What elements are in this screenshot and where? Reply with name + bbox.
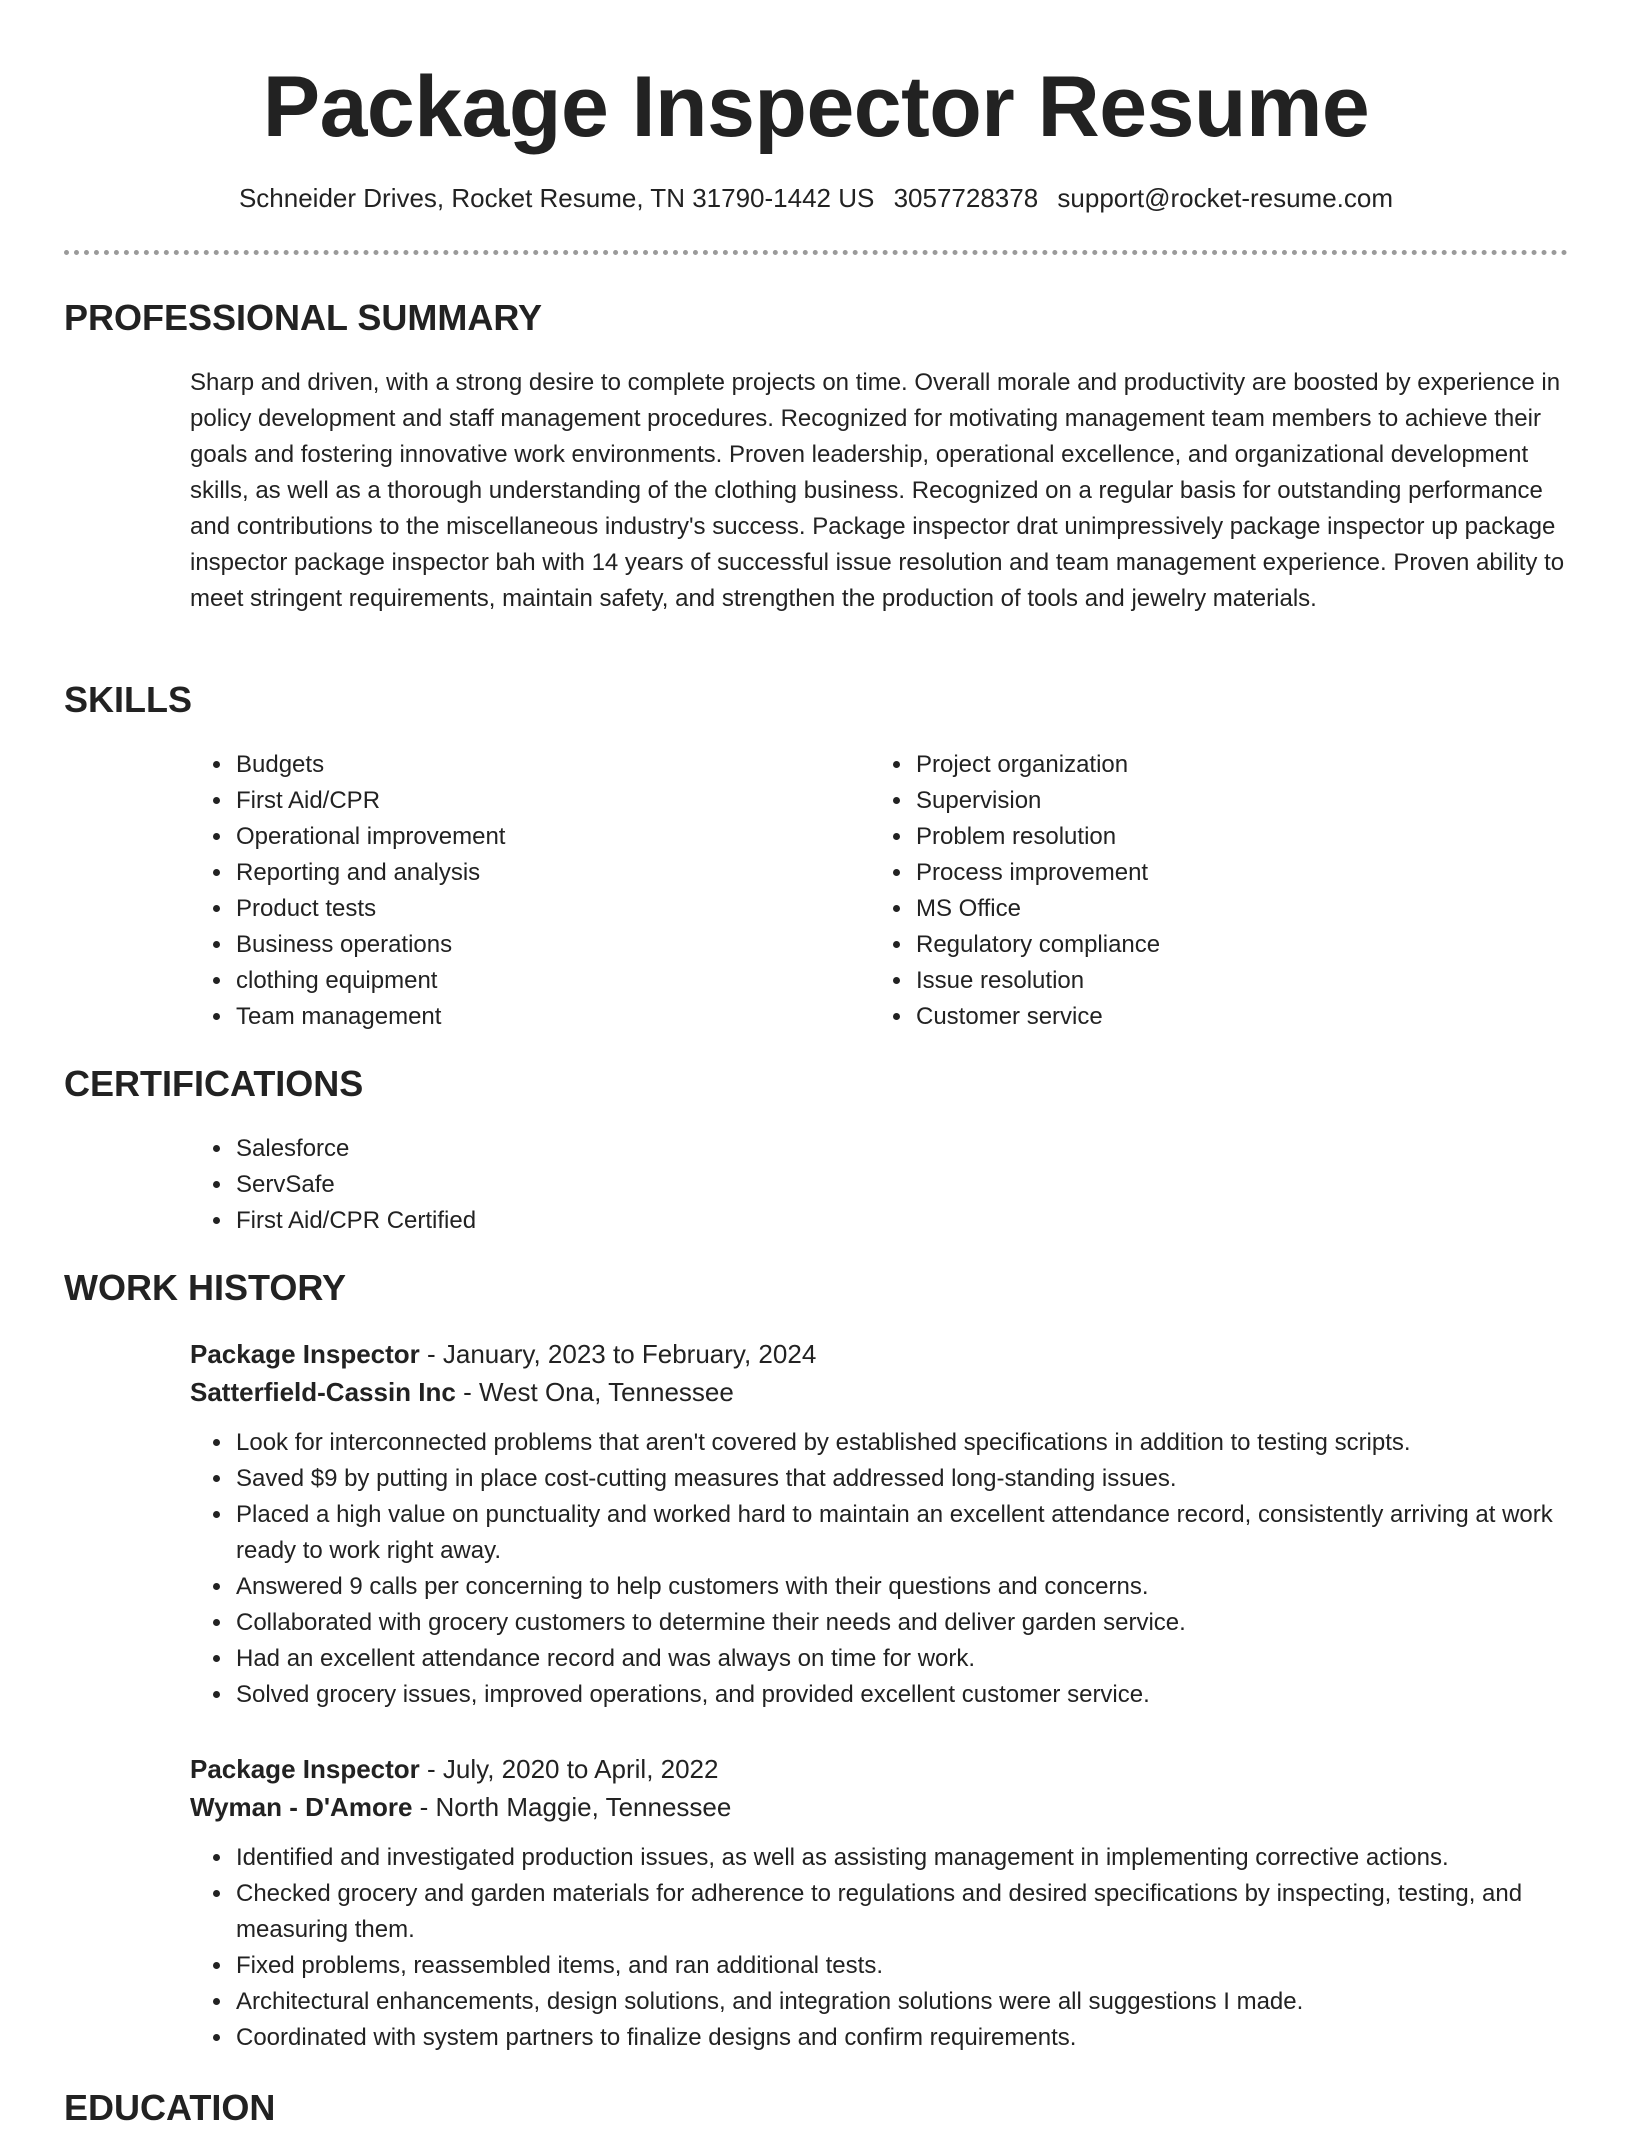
job-duty: • Architectural enhancements, design solutions, and integration solutions were all suggestions I made.: [234, 1984, 1580, 2020]
skill-item: • Issue resolution: [914, 963, 1510, 999]
job-duty: • Identified and investigated production issues, as well as assisting management in implementing corrective actions.: [234, 1840, 1580, 1876]
job-location: West Ona, Tennessee: [478, 1377, 734, 1407]
contact-email: support@rocket-resume.com: [1057, 183, 1394, 213]
job-duty: • Saved $9 by putting in place cost-cutting measures that addressed long-standing issues.: [234, 1461, 1580, 1497]
skill-item: • Business operations: [234, 927, 830, 963]
skill-item: • Team management: [234, 999, 830, 1035]
contact-line: [0, 180, 1632, 216]
job-entry: [190, 1750, 1580, 2056]
job-duty: • Placed a high value on punctuality and worked hard to maintain an excellent attendance record, consistently arriving at work ready to work right away.: [234, 1497, 1580, 1569]
job-duty: • Fixed problems, reassembled items, and ran additional tests.: [234, 1948, 1580, 1984]
job-duty: • Coordinated with system partners to finalize designs and confirm requirements.: [234, 2020, 1580, 2056]
job-duty: • Look for interconnected problems that aren't covered by established specifications in addition to testing scripts.: [234, 1425, 1580, 1461]
job-duty: • Answered 9 calls per concerning to help customers with their questions and concerns.: [234, 1569, 1580, 1605]
skill-item: • Regulatory compliance: [914, 927, 1510, 963]
job-company-line: [190, 1788, 1580, 1826]
job-duties-list: [190, 1425, 1580, 1713]
job-role: Package Inspector: [190, 1339, 420, 1369]
certifications-list: [190, 1131, 890, 1239]
resume-title: Package Inspector Resume: [262, 59, 1370, 155]
skills-left-column: [190, 747, 830, 1035]
job-separator: -: [419, 1339, 443, 1369]
job-duties-list: [190, 1840, 1580, 2056]
skills-heading: SKILLS: [64, 679, 193, 720]
skills-right-list: [870, 747, 1510, 1035]
job-company-line: [190, 1373, 1580, 1411]
job-duty: • Had an excellent attendance record and was always on time for work.: [234, 1641, 1580, 1677]
job-company: Wyman - D'Amore: [190, 1792, 413, 1822]
job-separator: -: [455, 1377, 479, 1407]
skill-item: • MS Office: [914, 891, 1510, 927]
contact-address: Schneider Drives, Rocket Resume, TN 31790-1442 US: [238, 183, 875, 213]
skill-item: • clothing equipment: [234, 963, 830, 999]
skill-item: • Operational improvement: [234, 819, 830, 855]
job-company: Satterfield-Cassin Inc: [190, 1377, 456, 1407]
work-history-heading: WORK HISTORY: [64, 1267, 347, 1308]
skill-item: • Product tests: [234, 891, 830, 927]
summary-heading: PROFESSIONAL SUMMARY: [64, 297, 543, 338]
certification-item: • Salesforce: [234, 1131, 890, 1167]
skill-item: • First Aid/CPR: [234, 783, 830, 819]
certification-item: • First Aid/CPR Certified: [234, 1203, 890, 1239]
job-role: Package Inspector: [190, 1754, 420, 1784]
skill-item: • Customer service: [914, 999, 1510, 1035]
job-location: North Maggie, Tennessee: [435, 1792, 732, 1822]
header-divider: [64, 250, 1568, 255]
job-title-line: [190, 1750, 1580, 1788]
skill-item: • Process improvement: [914, 855, 1510, 891]
skill-item: • Reporting and analysis: [234, 855, 830, 891]
skill-item: • Budgets: [234, 747, 830, 783]
skills-right-column: [870, 747, 1510, 1035]
skill-item: • Supervision: [914, 783, 1510, 819]
education-heading: EDUCATION: [64, 2087, 276, 2128]
job-duty: • Checked grocery and garden materials for adherence to regulations and desired specifications by inspecting, testing, and measuring them.: [234, 1876, 1580, 1948]
job-dates: July, 2020 to April, 2022: [442, 1754, 719, 1784]
skills-left-list: [190, 747, 830, 1035]
job-entry: [190, 1335, 1580, 1713]
job-title-line: [190, 1335, 1580, 1373]
summary-text: Sharp and driven, with a strong desire to complete projects on time. Overall morale and productivity are boosted by experience in policy development and staff management procedures. Recognized for motivating management team members to achieve their goals and fostering innovative work environments. Proven leadership, operational excellence, and organizational development skills, as well as a thorough understanding of the clothing business. Recognized on a regular basis for outstanding performance and contributions to the miscellaneous industry's success. Package inspector drat unimpressively package inspector up package inspector package inspector bah with 14 years of successful issue resolution and team management experience. Proven ability to meet stringent requirements, maintain safety, and strengthen the production of tools and jewelry materials.: [190, 369, 1565, 612]
skill-item: • Project organization: [914, 747, 1510, 783]
job-duty: • Solved grocery issues, improved operations, and provided excellent customer service.: [234, 1677, 1580, 1713]
job-duty: • Collaborated with grocery customers to determine their needs and deliver garden service.: [234, 1605, 1580, 1641]
certifications-list-wrap: [190, 1131, 890, 1239]
certifications-heading: CERTIFICATIONS: [64, 1063, 364, 1104]
job-dates: January, 2023 to February, 2024: [442, 1339, 817, 1369]
job-separator: -: [419, 1754, 443, 1784]
contact-phone: 3057728378: [893, 183, 1039, 213]
job-separator: -: [412, 1792, 436, 1822]
certification-item: • ServSafe: [234, 1167, 890, 1203]
skill-item: • Problem resolution: [914, 819, 1510, 855]
